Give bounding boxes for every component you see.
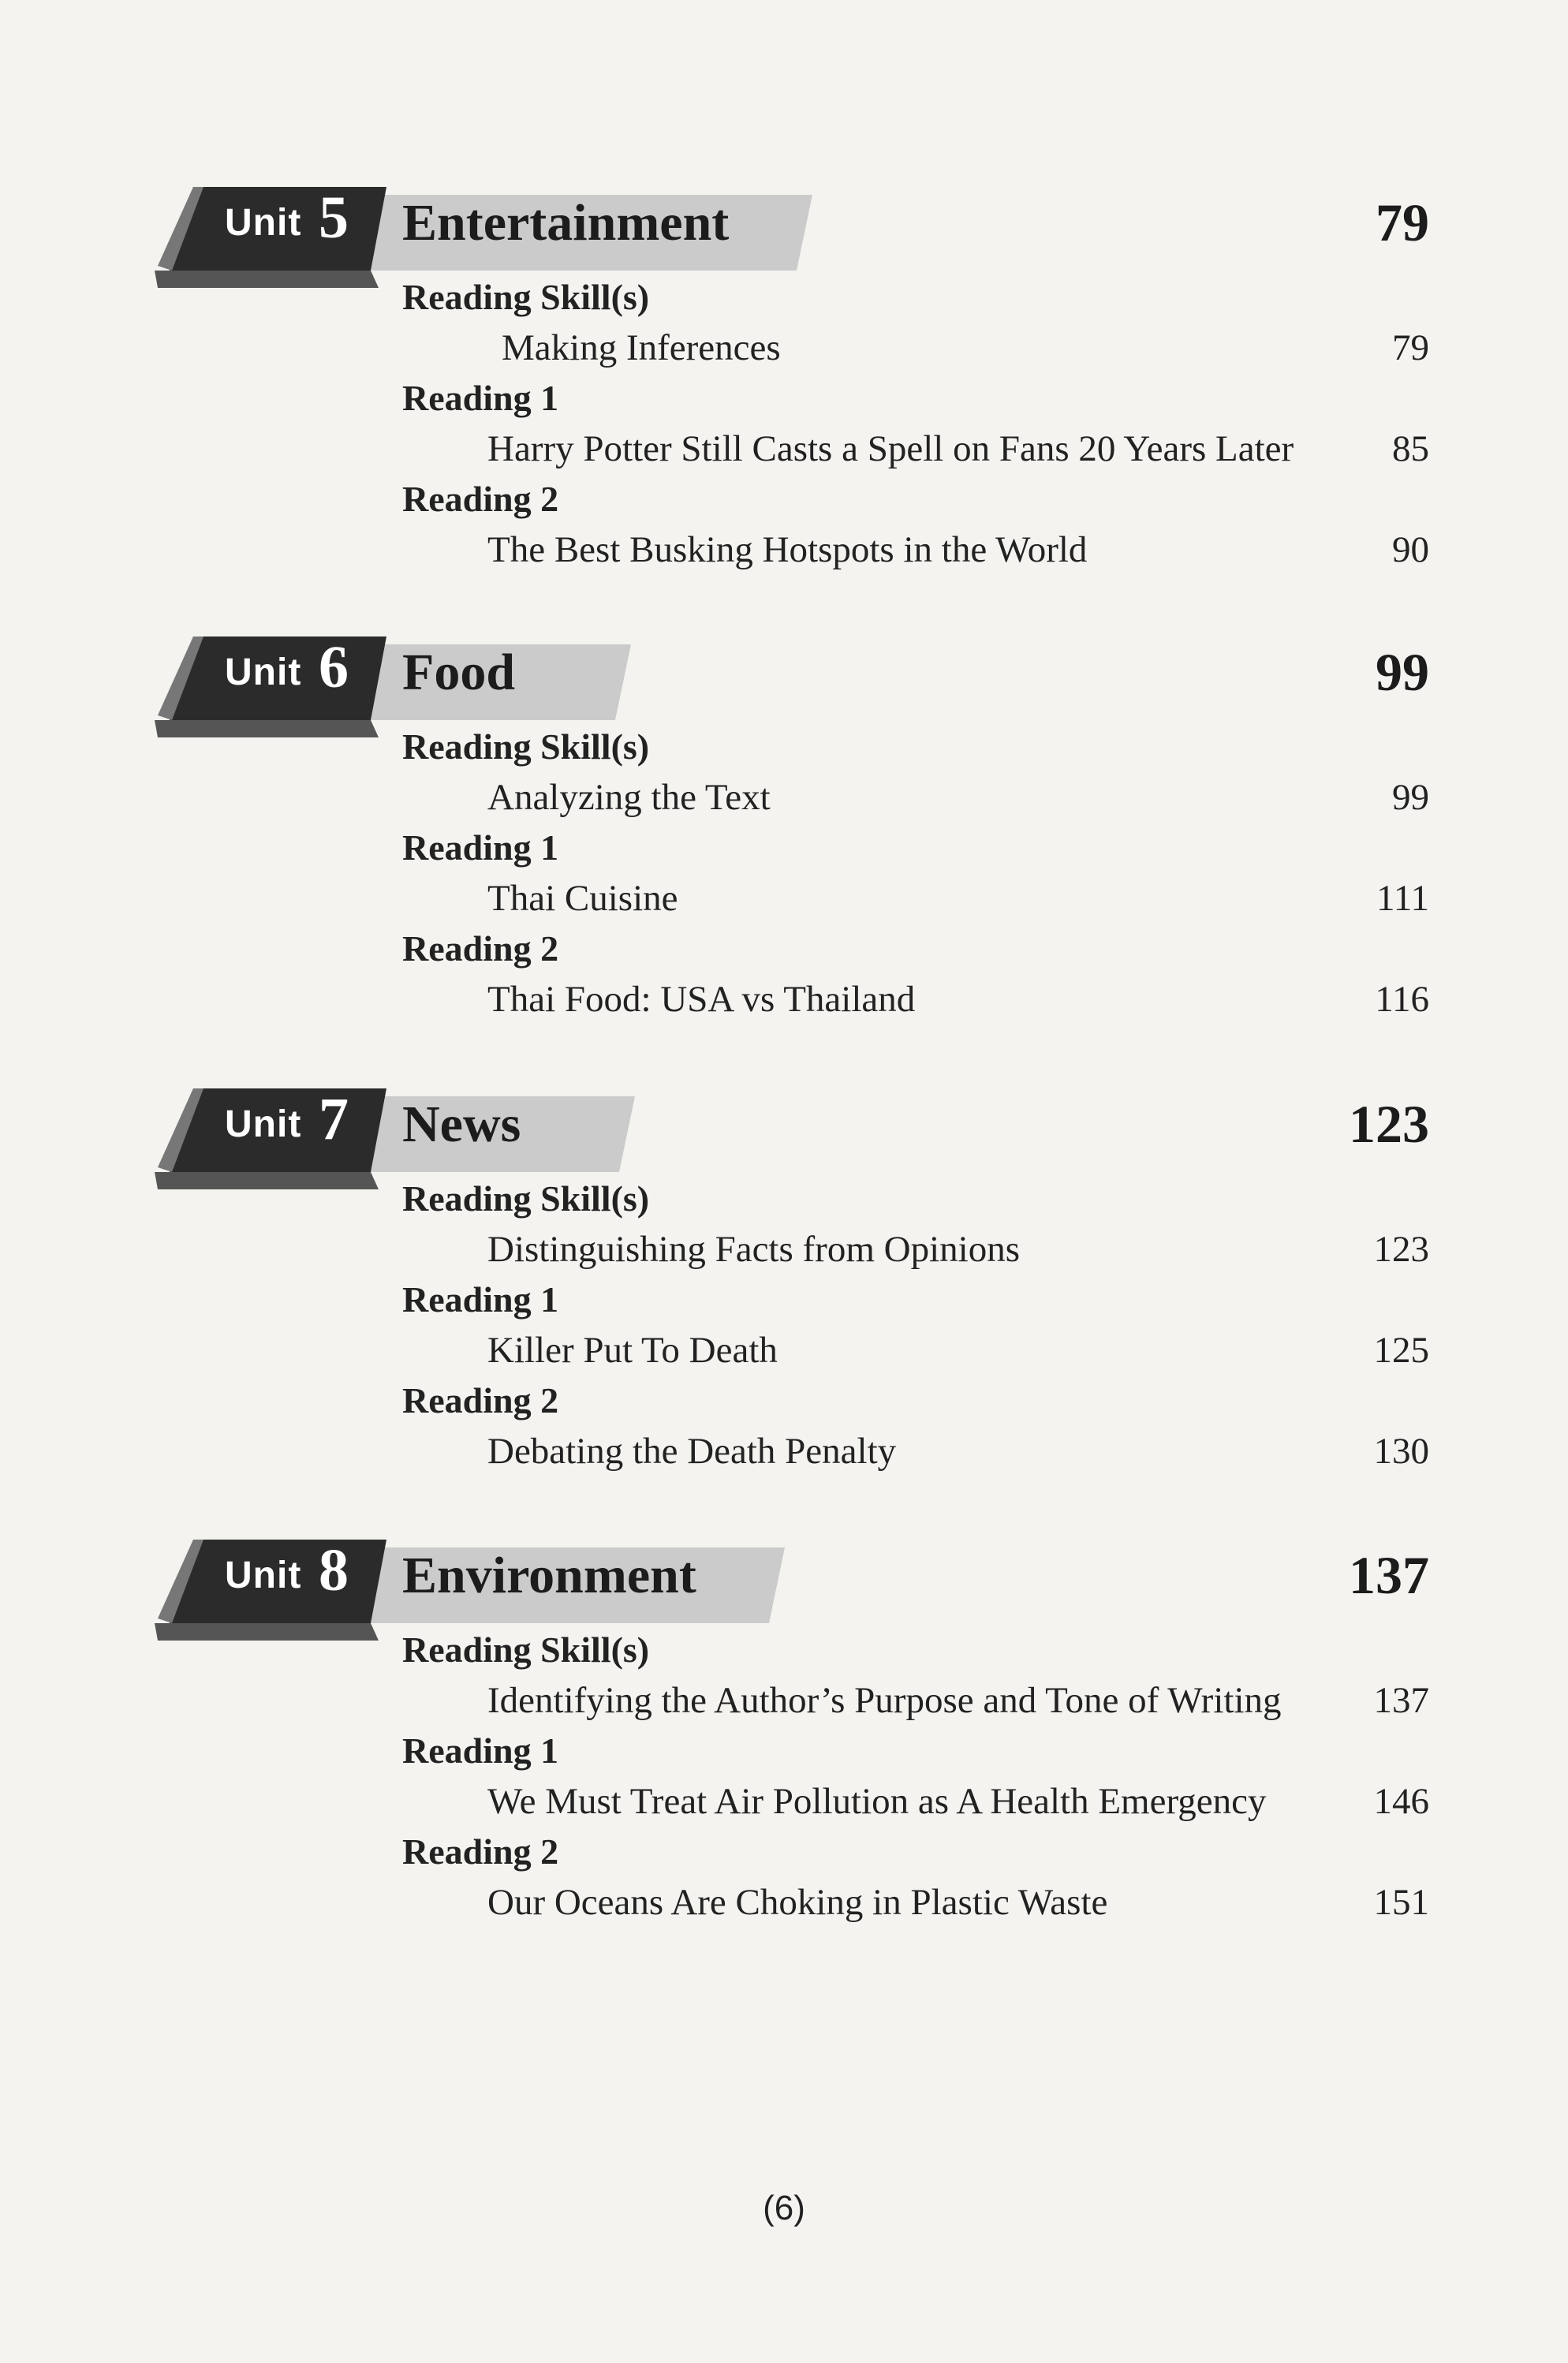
entry-row[interactable]: [0, 1679, 1568, 1730]
entry-title[interactable]: We Must Treat Air Pollution as A Health Emergency: [487, 1781, 1267, 1822]
unit-entries: [0, 276, 1568, 579]
entry-label: Reading Skill(s): [402, 1178, 650, 1219]
unit-page-number: 137: [1349, 1545, 1429, 1605]
unit-banner: [0, 1079, 1568, 1189]
entry-page-number: 79: [1392, 327, 1429, 368]
entry-page-number: 85: [1392, 428, 1429, 469]
entry-row[interactable]: [0, 427, 1568, 478]
entry-row: [0, 1178, 1568, 1228]
unit-entries: [0, 1178, 1568, 1480]
entry-page-number: 123: [1373, 1229, 1429, 1270]
entry-title[interactable]: Thai Food: USA vs Thailand: [487, 979, 916, 1020]
entry-title[interactable]: Our Oceans Are Choking in Plastic Waste: [487, 1882, 1108, 1923]
entry-row[interactable]: [0, 1329, 1568, 1379]
entry-page-number: 99: [1392, 777, 1429, 818]
entry-label: Reading 1: [402, 1730, 559, 1771]
unit-title[interactable]: Environment: [402, 1547, 696, 1604]
entry-label: Reading 2: [402, 479, 559, 519]
unit-number: 7: [319, 1086, 349, 1152]
unit-number: 8: [319, 1537, 349, 1603]
entry-title[interactable]: Identifying the Author’s Purpose and Tone of Writing: [487, 1680, 1282, 1721]
entry-page-number: 137: [1373, 1680, 1429, 1721]
entry-row[interactable]: [0, 528, 1568, 579]
entry-row[interactable]: [0, 1228, 1568, 1279]
unit-entries: [0, 726, 1568, 1028]
entry-row[interactable]: [0, 877, 1568, 928]
unit-label: Unit: [225, 1555, 302, 1596]
entry-title[interactable]: Analyzing the Text: [487, 777, 771, 818]
unit-entries: [0, 1629, 1568, 1932]
unit-label: Unit: [225, 1103, 302, 1145]
entry-page-number: 90: [1392, 529, 1429, 570]
entry-title[interactable]: Thai Cuisine: [487, 878, 678, 919]
unit-banner: [0, 177, 1568, 288]
entry-row[interactable]: [0, 1881, 1568, 1932]
entry-row[interactable]: [0, 327, 1568, 377]
unit-banner: [0, 627, 1568, 737]
entry-label: Reading Skill(s): [402, 1629, 650, 1670]
entry-page-number: 125: [1373, 1330, 1429, 1371]
entry-row: [0, 827, 1568, 877]
entry-row: [0, 377, 1568, 427]
unit-banner: [0, 1530, 1568, 1641]
entry-row: [0, 1279, 1568, 1329]
unit-title[interactable]: Entertainment: [402, 194, 730, 252]
unit-page-number: 123: [1349, 1094, 1429, 1154]
entry-title[interactable]: Debating the Death Penalty: [487, 1431, 897, 1472]
entry-row[interactable]: [0, 776, 1568, 827]
entry-row: [0, 1730, 1568, 1780]
entry-row[interactable]: [0, 1780, 1568, 1831]
unit-page-number: 79: [1376, 192, 1429, 252]
unit-title[interactable]: News: [402, 1096, 521, 1153]
unit-label: Unit: [225, 202, 302, 244]
unit-page-number: 99: [1376, 642, 1429, 702]
entry-row: [0, 1629, 1568, 1679]
entry-label: Reading 2: [402, 1831, 559, 1872]
entry-page-number: 146: [1373, 1781, 1429, 1822]
entry-page-number: 130: [1373, 1431, 1429, 1472]
page-number-footer: (6): [763, 2189, 805, 2227]
entry-title[interactable]: Making Inferences: [502, 327, 781, 368]
entry-title[interactable]: Harry Potter Still Casts a Spell on Fans 20 Years Later: [487, 428, 1294, 469]
entry-label: Reading Skill(s): [402, 277, 650, 317]
entry-label: Reading 2: [402, 1380, 559, 1420]
unit-number: 5: [319, 185, 349, 251]
entry-row: [0, 276, 1568, 327]
entry-title[interactable]: Distinguishing Facts from Opinions: [487, 1229, 1020, 1270]
entry-row: [0, 928, 1568, 978]
unit-number: 6: [319, 634, 349, 700]
entry-title[interactable]: Killer Put To Death: [487, 1330, 778, 1371]
unit-label: Unit: [225, 651, 302, 693]
entry-row[interactable]: [0, 978, 1568, 1028]
entry-label: Reading 1: [402, 1279, 559, 1320]
entry-label: Reading 2: [402, 928, 559, 969]
entry-row: [0, 1379, 1568, 1430]
entry-row: [0, 478, 1568, 528]
entry-row[interactable]: [0, 1430, 1568, 1480]
entry-label: Reading 1: [402, 827, 559, 868]
entry-label: Reading Skill(s): [402, 726, 650, 767]
entry-page-number: 151: [1373, 1882, 1429, 1923]
unit-title[interactable]: Food: [402, 644, 516, 701]
entry-row: [0, 726, 1568, 776]
entry-title[interactable]: The Best Busking Hotspots in the World: [487, 529, 1088, 570]
entry-label: Reading 1: [402, 378, 559, 418]
entry-row: [0, 1831, 1568, 1881]
entry-page-number: 111: [1376, 878, 1429, 919]
entry-page-number: 116: [1375, 979, 1429, 1020]
